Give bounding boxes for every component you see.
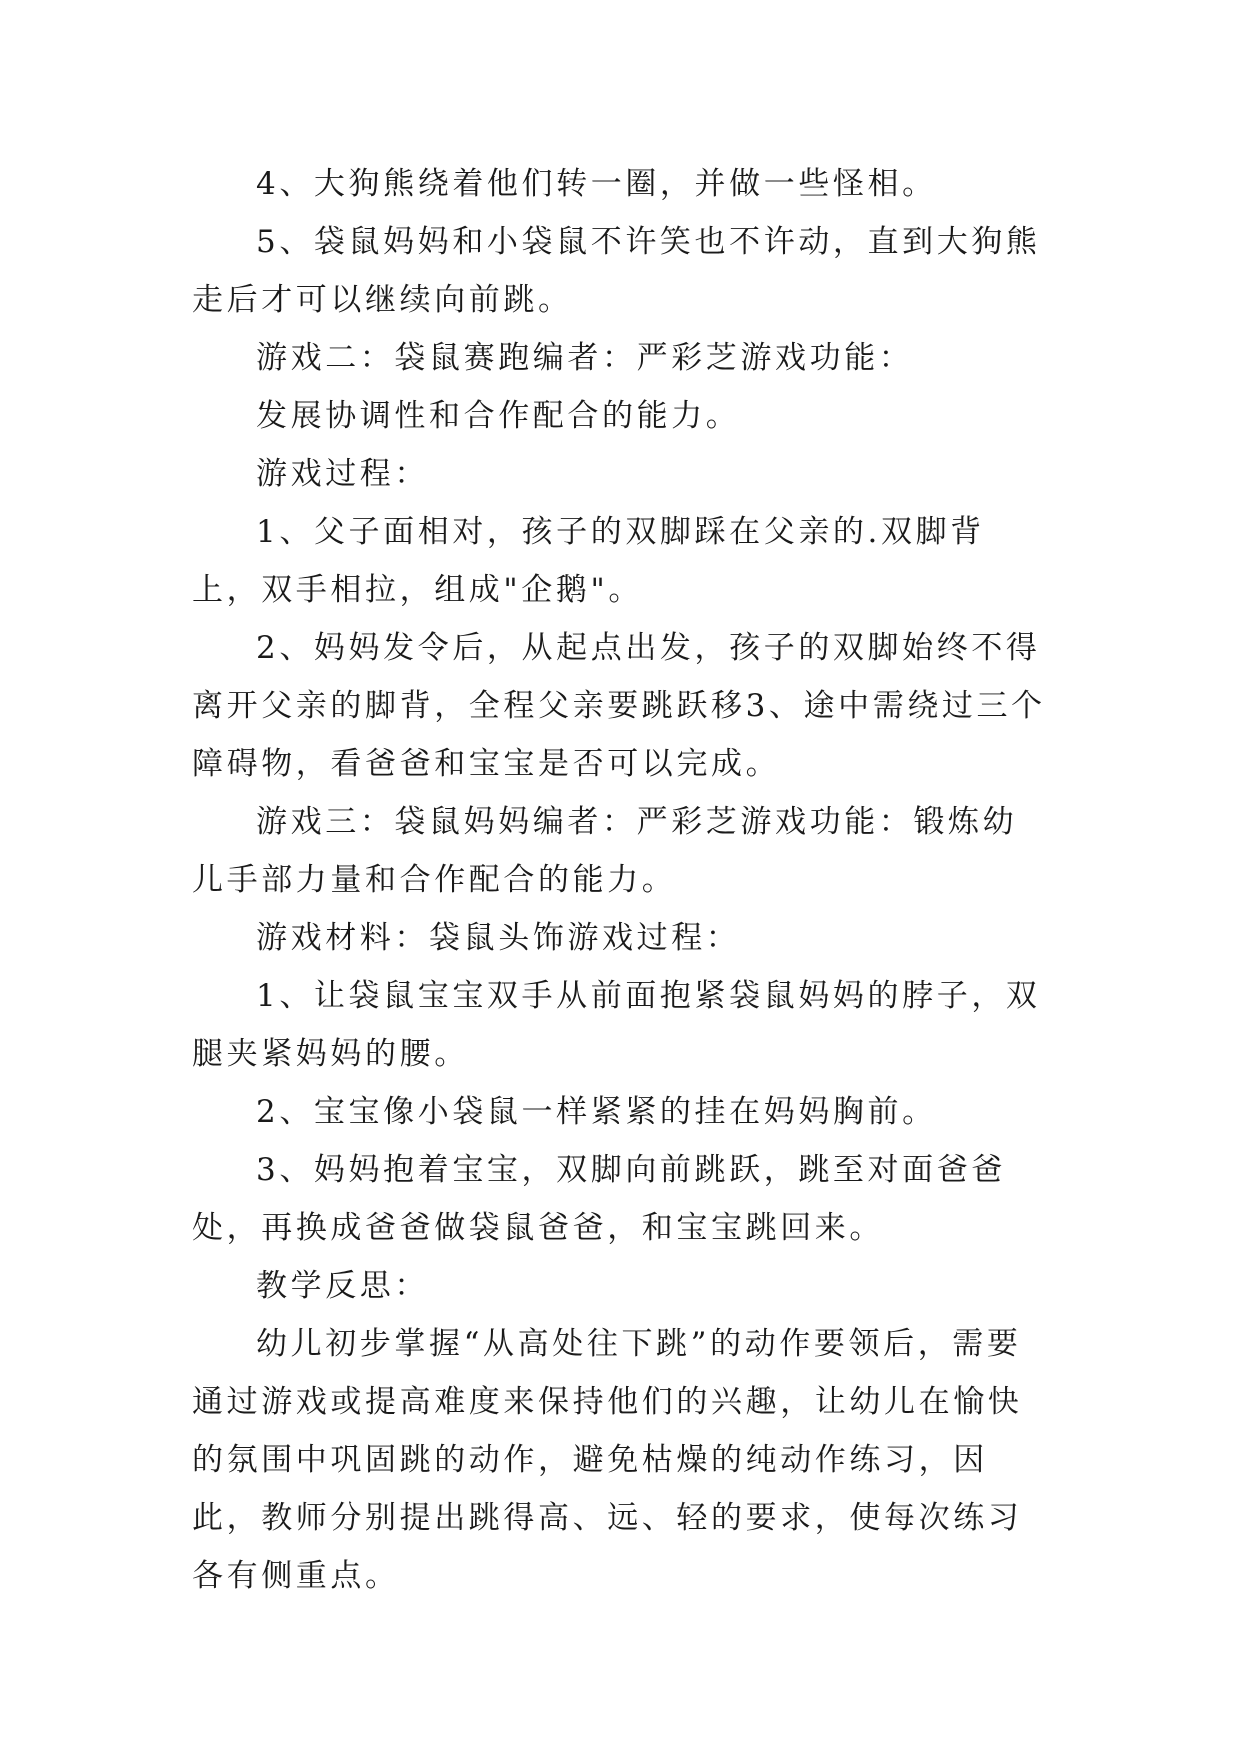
paragraph-game-three-materials: 游戏材料：袋鼠头饰游戏过程： xyxy=(256,920,741,956)
paragraph-game-three-heading: 游戏三：袋鼠妈妈编者：严彩芝游戏功能：锻炼幼儿手部力量和合作配合的能力。 xyxy=(192,804,1018,898)
paragraph-game-three-step-2: 2、宝宝像小袋鼠一样紧紧的挂在妈妈胸前。 xyxy=(256,1094,937,1130)
document-body xyxy=(192,155,1050,1605)
paragraph-step-4: 4、大狗熊绕着他们转一圈，并做一些怪相。 xyxy=(256,166,937,202)
paragraph-game-three-step-1: 1、让袋鼠宝宝双手从前面抱紧袋鼠妈妈的脖子，双腿夹紧妈妈的腰。 xyxy=(192,978,1041,1072)
paragraph-reflection-body: 幼儿初步掌握“从高处往下跳”的动作要领后，需要通过游戏或提高难度来保持他们的兴趣，让幼儿在愉快的氛围中巩固跳的动作，避免枯燥的纯动作练习，因此，教师分别提出跳得高、远、轻的要求，使每次练习各有侧重点。 xyxy=(192,1326,1023,1594)
paragraph-game-two-step-1: 1、父子面相对，孩子的双脚踩在父亲的.双脚背上，双手相拉，组成"企鹅"。 xyxy=(192,514,985,608)
paragraph-game-three-step-3: 3、妈妈抱着宝宝，双脚向前跳跃，跳至对面爸爸处，再换成爸爸做袋鼠爸爸，和宝宝跳回来。 xyxy=(192,1152,1006,1246)
paragraph-step-5: 5、袋鼠妈妈和小袋鼠不许笑也不许动，直到大狗熊走后才可以继续向前跳。 xyxy=(192,224,1041,318)
paragraph-reflection-heading: 教学反思： xyxy=(256,1268,429,1304)
paragraph-game-two-heading: 游戏二：袋鼠赛跑编者：严彩芝游戏功能： xyxy=(256,340,914,376)
paragraph-game-process-heading: 游戏过程： xyxy=(256,456,429,492)
paragraph-game-two-function: 发展协调性和合作配合的能力。 xyxy=(256,398,741,434)
paragraph-game-two-step-2: 2、妈妈发令后，从起点出发，孩子的双脚始终不得离开父亲的脚背，全程父亲要跳跃移3、途中需绕过三个障碍物，看爸爸和宝宝是否可以完成。 xyxy=(192,630,1046,782)
